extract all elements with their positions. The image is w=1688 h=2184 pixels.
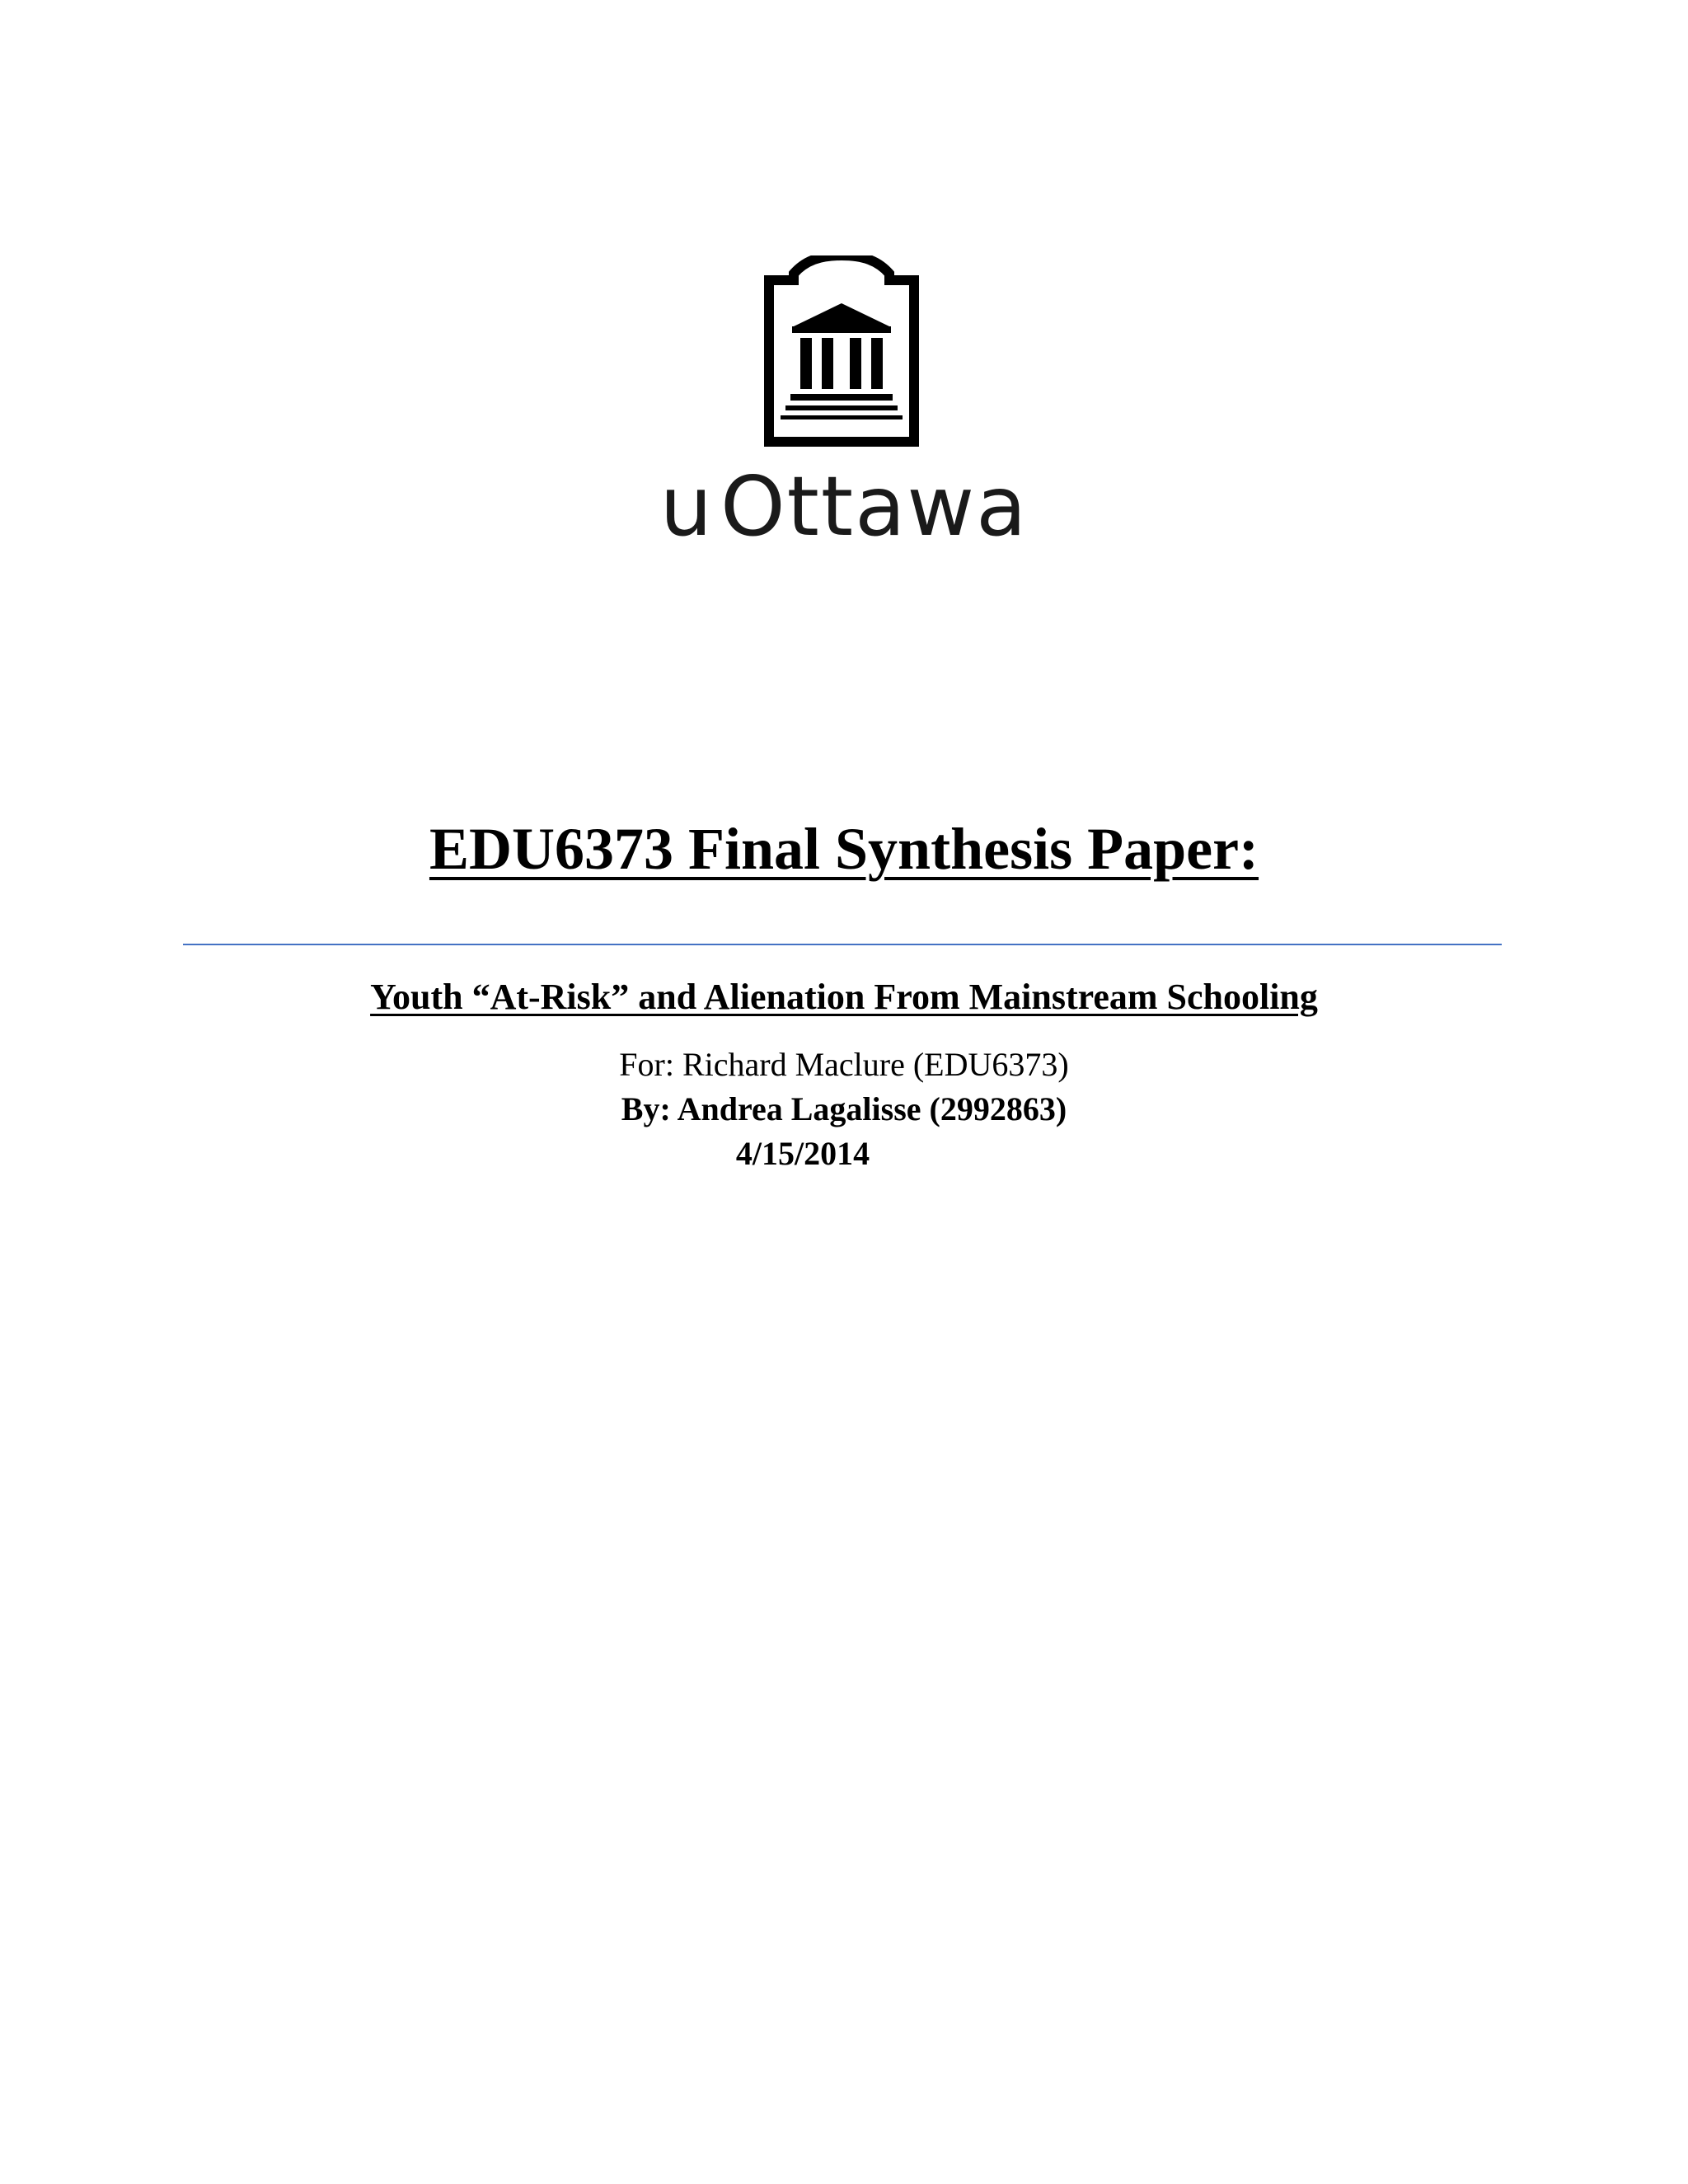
title-divider	[183, 944, 1502, 945]
paper-subtitle: Youth “At-Risk” and Alienation From Mainstream Schooling	[370, 977, 1318, 1017]
date-line: 4/15/2014	[735, 1135, 870, 1172]
university-logo	[0, 247, 1688, 560]
wordmark-prefix: u	[659, 458, 714, 555]
paper-title: EDU6373 Final Synthesis Paper:	[429, 816, 1259, 882]
author-line: By: Andrea Lagalisse (2992863)	[621, 1090, 1067, 1127]
university-wordmark	[0, 457, 1688, 556]
paper-meta	[0, 1043, 1688, 1176]
university-building-crest-icon	[762, 255, 921, 447]
wordmark-main: Ottawa	[720, 458, 1029, 555]
instructor-line: For: Richard Maclure (EDU6373)	[619, 1046, 1069, 1083]
